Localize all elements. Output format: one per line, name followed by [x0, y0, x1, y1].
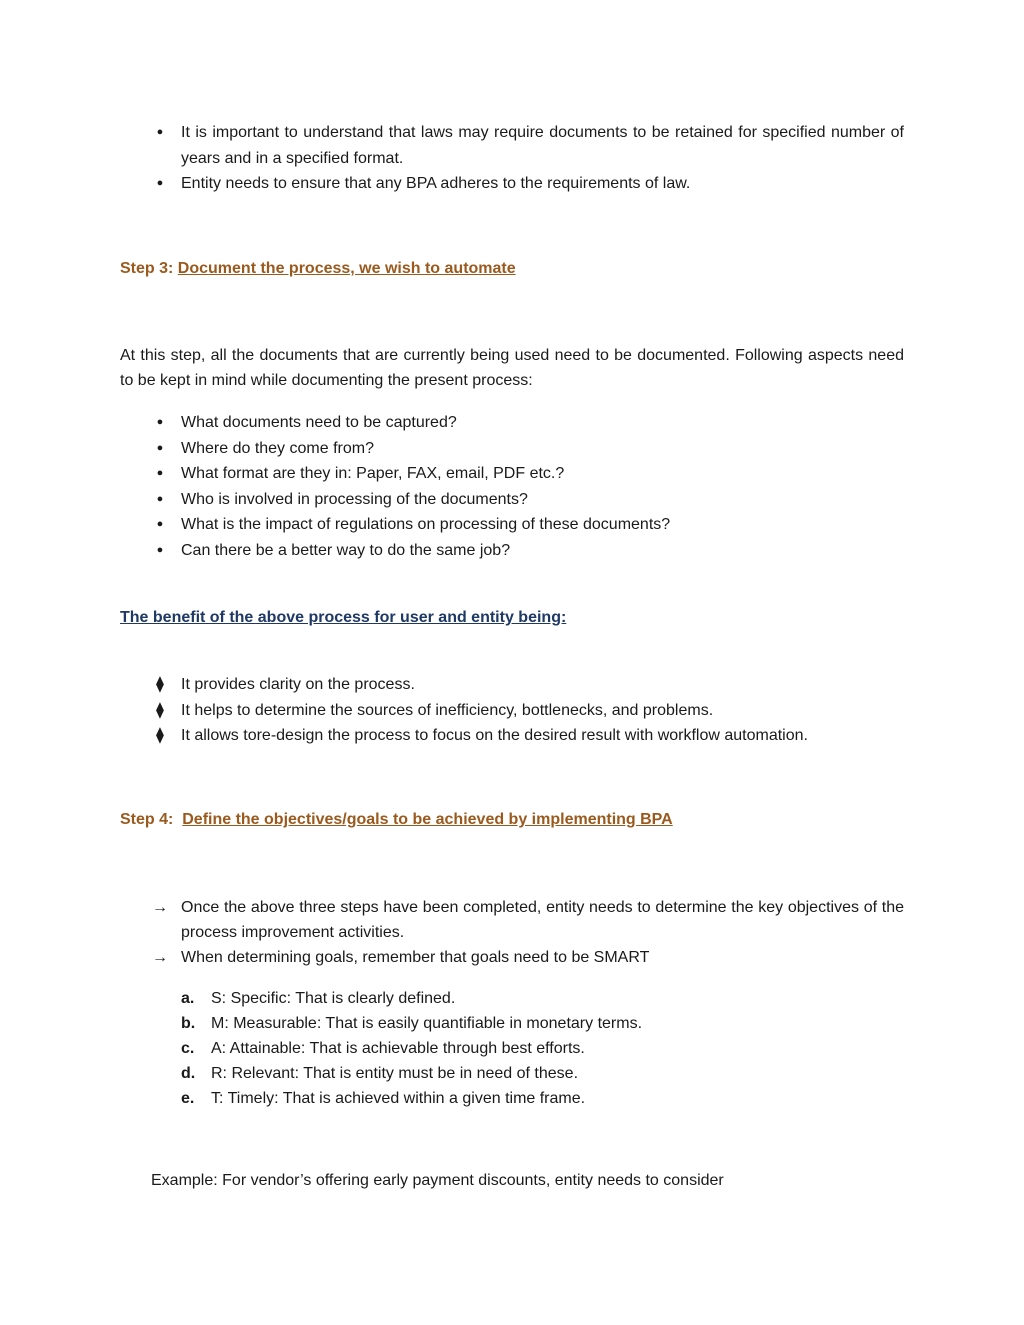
step3-paragraph: At this step, all the documents that are currently being used need to be documented. Following aspects need to be kept in mind while documenting the present process: [120, 347, 904, 389]
list-letter: a. [181, 990, 195, 1007]
example-paragraph: Example: For vendor’s offering early payment discounts, entity needs to consider [151, 1172, 724, 1189]
bullet-icon: ● [156, 543, 164, 556]
smart-list [120, 986, 904, 1111]
step3-question-list [120, 410, 904, 563]
step3-prefix: Step 3: [120, 260, 174, 277]
benefit-list [120, 672, 904, 749]
diamond-icon: ⧫ [156, 727, 164, 744]
list-item: a. S: Specific: That is clearly defined. [120, 986, 904, 1011]
bullet-icon: ● [156, 441, 164, 454]
step3-title: Document the process, we wish to automate [177, 260, 516, 277]
list-item: b. M: Measurable: That is easily quantifiable in monetary terms. [120, 1011, 904, 1036]
list-item: ⧫ It allows tore-design the process to focus on the desired result with workflow automation. [120, 723, 904, 749]
benefit-heading: The benefit of the above process for user and entity being: [120, 609, 567, 626]
bullet-icon: ● [156, 126, 164, 138]
bullet-icon: ● [156, 467, 164, 479]
intro-bullet-list [120, 120, 904, 197]
bullet-icon: ● [156, 492, 164, 505]
list-letter: c. [181, 1040, 195, 1057]
step3-heading [120, 256, 904, 281]
list-item: ● What documents need to be captured? [120, 410, 904, 436]
diamond-icon: ⧫ [156, 701, 164, 719]
list-item: ⧫ It helps to determine the sources of inefficiency, bottlenecks, and problems. [120, 698, 904, 724]
list-item: ● Entity needs to ensure that any BPA adheres to the requirements of law. [120, 171, 904, 197]
list-item: ● Can there be a better way to do the same job? [120, 538, 904, 564]
step4-heading [120, 807, 904, 832]
step4-prefix: Step 4: [120, 811, 174, 828]
list-item: ● Who is involved in processing of the documents? [120, 487, 904, 513]
list-item: e. T: Timely: That is achieved within a given time frame. [120, 1086, 904, 1111]
bullet-icon: ● [156, 177, 164, 189]
list-item: ⧫ It provides clarity on the process. [120, 672, 904, 698]
bullet-icon: ● [156, 518, 164, 530]
list-item: c. A: Attainable: That is achievable through best efforts. [120, 1036, 904, 1061]
step4-point-list [120, 895, 904, 970]
list-letter: d. [181, 1065, 196, 1082]
arrow-right-icon: → [152, 899, 168, 916]
list-item: → When determining goals, remember that goals need to be SMART [120, 945, 904, 970]
list-item: → Once the above three steps have been completed, entity needs to determine the key objectives of the process improvement activities. [120, 895, 904, 945]
arrow-right-icon: → [152, 949, 168, 966]
list-letter: e. [181, 1090, 195, 1107]
list-item: ● Where do they come from? [120, 436, 904, 462]
diamond-icon: ⧫ [156, 676, 164, 693]
bullet-icon: ● [156, 416, 164, 428]
list-item: ● What format are they in: Paper, FAX, email, PDF etc.? [120, 461, 904, 487]
list-letter: b. [181, 1015, 196, 1032]
step4-title: Define the objectives/goals to be achieved by implementing BPA [182, 811, 673, 828]
list-item: d. R: Relevant: That is entity must be in need of these. [120, 1061, 904, 1086]
list-item: ● It is important to understand that laws may require documents to be retained for specified number of years and in a specified format. [120, 120, 904, 171]
list-item: ● What is the impact of regulations on processing of these documents? [120, 512, 904, 538]
